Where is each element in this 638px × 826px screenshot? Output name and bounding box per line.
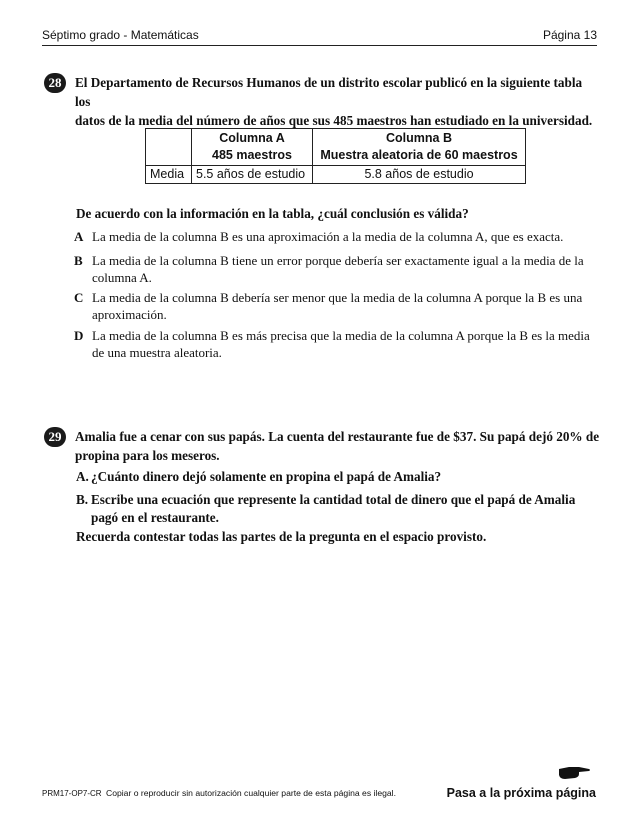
form-code: PRM17-OP7-CR [42,789,102,798]
question-29-stem-line1: Amalia fue a cenar con sus papás. La cuenta del restaurante fue de $37. Su papá dejó 20% de [75,429,600,444]
question-29-part-a [76,468,596,486]
next-page-label: Pasa a la próxima página [446,786,596,800]
answer-choice-a[interactable] [74,228,594,245]
grade-subject-label: Séptimo grado - Matemáticas [42,28,199,42]
question-29-part-b [76,491,596,527]
data-table [145,128,526,184]
column-b-header [313,129,526,166]
part-label: A. [76,469,89,484]
answer-choice-c[interactable] [74,289,594,323]
column-a-subtitle: 485 maestros [212,148,292,162]
choice-letter: A [74,229,84,244]
column-a-header [192,129,313,166]
choice-text: La media de la columna B tiene un error porque debería ser exactamente igual a la media de la columna A. [92,253,584,285]
question-28-number: 28 [44,73,66,93]
column-a-value: 5.5 años de estudio [192,166,313,184]
choice-letter: D [74,328,84,343]
part-text: ¿Cuánto dinero dejó solamente en propina el papá de Amalia? [91,469,442,484]
page-header [42,28,597,46]
page-number: Página 13 [542,28,597,42]
column-b-title: Columna B [386,131,452,145]
table-corner-cell [146,129,192,166]
part-text: Escribe una ecuación que represente la cantidad total de dinero que el papá de Amalia pagó en el restaurante. [91,492,576,525]
choice-text: La media de la columna B es más precisa que la media de la columna A porque la B es la media de una muestra aleatoria. [92,328,590,360]
question-28-prompt: De acuerdo con la información en la tabla, ¿cuál conclusión es válida? [76,206,469,221]
question-28-stem [75,73,600,130]
answer-reminder: Recuerda contestar todas las partes de la pregunta en el espacio provisto. [76,529,487,544]
question-29-stem-line2: propina para los meseros. [75,448,220,463]
choice-letter: C [74,290,84,305]
copyright-notice: Copiar o reproducir sin autorización cualquier parte de esta página es ilegal. [106,788,396,798]
row-label-media: Media [146,166,192,184]
column-a-title: Columna A [219,131,285,145]
part-label: B. [76,492,89,507]
answer-choice-b[interactable] [74,252,594,286]
answer-choice-d[interactable] [74,327,594,361]
column-b-subtitle: Muestra aleatoria de 60 maestros [320,148,518,162]
choice-letter: B [74,253,83,268]
question-29-number: 29 [44,427,66,447]
question-28-stem-line2: datos de la media del número de años que sus 485 maestros han estudiado en la universidad. [75,113,593,128]
question-29-stem [75,427,600,465]
choice-text: La media de la columna B es una aproximación a la media de la columna A, que es exacta. [92,229,564,244]
pointing-hand-icon [557,763,591,781]
choice-text: La media de la columna B debería ser menor que la media de la columna A porque la B es una aproximación. [92,290,583,322]
column-b-value: 5.8 años de estudio [313,166,526,184]
header-divider [42,45,597,46]
question-28-stem-line1: El Departamento de Recursos Humanos de un distrito escolar publicó en la siguiente tabla los [75,75,583,109]
